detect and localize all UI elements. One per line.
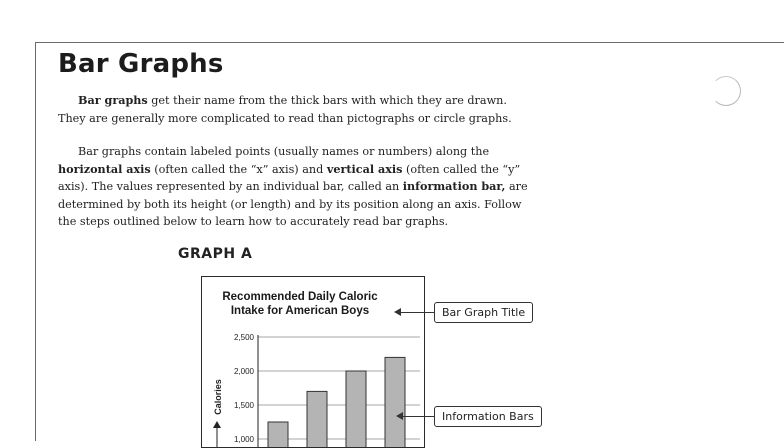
y-tick-label: 1,500 [233,401,254,410]
information-bar [346,371,366,447]
title-arrow-line [400,312,434,313]
page-left-rule [35,42,36,441]
y-axis-label-arrow-head [213,421,221,428]
term-vertical-axis: vertical axis [326,161,403,176]
axes-text-4: are determined by both its height (or length) and by its position along an axis. Follow the steps outlined below to learn how to accurately read bar graphs. [58,180,528,228]
information-bar [268,422,288,447]
callout-information-bars: Information Bars [434,406,542,427]
term-horizontal-axis: horizontal axis [58,161,151,176]
term-information-bar: information bar, [402,179,506,193]
bar-chart [202,277,424,447]
graph-a-frame [201,276,425,448]
intro-paragraph [58,92,538,127]
chart-title-line-1: Recommended Daily Caloric [222,291,378,303]
page-title: Bar Graphs [58,49,224,79]
intro-text: get their name from the thick bars with which they are drawn. They are generally more complicated to read than pictographs or circle graphs. [58,94,512,125]
graph-label: GRAPH A [178,246,253,262]
axes-text-3: (often called the “y” axis). The values represented by an individual bar, called an [58,162,521,193]
axes-paragraph [58,143,538,231]
chart-title-line-2: Intake for American Boys [230,305,370,317]
y-tick-label: 1,000 [233,435,254,444]
axes-text-1: Bar graphs contain labeled points (usually names or numbers) along the [78,145,490,158]
term-bar-graphs: Bar graphs [78,93,148,107]
y-tick-label: 2,500 [233,333,254,342]
callout-bar-graph-title: Bar Graph Title [434,302,533,323]
page-top-rule [35,42,784,43]
y-tick-label: 2,000 [233,367,254,376]
information-bar [307,391,327,447]
axes-text-2: (often called the “x” axis) and [150,162,327,176]
bars-arrow-line [402,416,434,417]
y-axis-label: Calories [213,379,223,415]
binder-hole [711,76,741,106]
information-bar [385,357,405,447]
